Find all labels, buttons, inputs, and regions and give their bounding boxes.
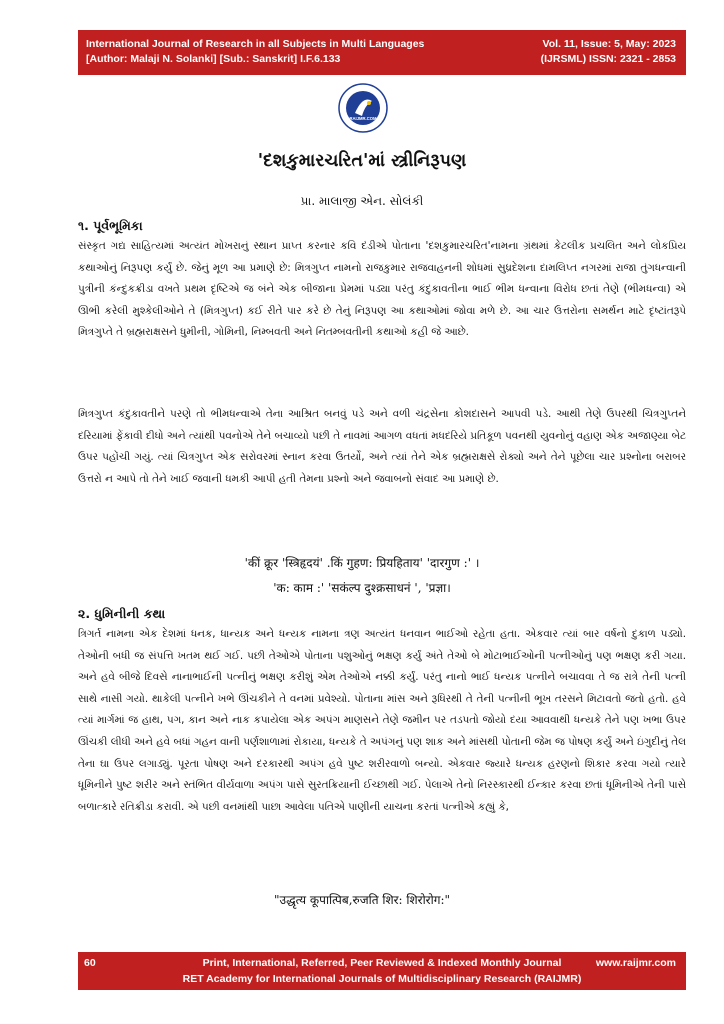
section-heading-dhumini: ૨. ધુમિનીની કથા [78,606,166,621]
paragraph-dhumini-story: ત્રિગર્ત નામના એક દેશમાં ધનક, ધાન્યક અને ધન્યક નામના ત્રણ અત્યંત ધનવાન ભાઈઓ રહેતા હતા. એકવાર ત્યાં બાર વર્ષનો દુકાળ પડ્યો. તેઓની બધી જ સંપત્તિ ખતમ થઈ ગઈ. પછી તેઓએ પોતાના પશુઓનું ભક્ષણ કર્યું અંતે તેઓ બે મોટાભાઈઓની પત્નીઓનું પણ ભક્ષણ કરી ગયા. અને હવે બીજે દિવસે નાનાભાઈની પત્નીનું ભક્ષણ કરીશું એમ તેઓએ નક્કી કર્યું. પરંતુ નાનો ભાઈ ધન્યક પત્નીને બચાવવા તે જ રાત્રે તેની પત્ની સાથે નાસી ગયો. થાકેલી પત્નીને ખભે ઊંચકીને તે વનમાં પ્રવેશ્યો. પોતાના માંસ અને રૂધિરથી તે તેની પત્નીની ભૂખ તરસને મિટાવતો જતો હતો. હવે ત્યાં માર્ગમાં જ હાથ, પગ, કાન અને નાક કપાયેલા એક અપંગ માણસને તેણે જમીન પર તડપતો જોયો દયા આવવાથી ધન્યકે તેને પણ ખભા ઉપર ઊંચકી લીધી અને હવે બધાં ગહન વાની પર્ણશાળામાં રોકાયા, ધન્યકે તે અપંગનું પણ શાક અને માંસથી પોતાની જેમ જ પોષણ કર્યું અને ઇંગુદીનું તેલ તેના ઘા ઉપર લગાડ્યું. પૂરતા પોષણ અને દરકારથી અપંગ હવે પુષ્ટ શરીરવાળો બન્યો. એકવાર જ્યારે ધન્યક હરણનો શિકાર કરવા ગયો ત્યારે ધૂમિનીને પુષ્ટ શરીર અને સ્તંભિત વીર્યવાળા અપંગ પાસે સુરતક્રિયાની ઈચ્છાથી ગઈ. પેલાએ તેનો નિરસ્કારથી ઈન્કાર કરવા છતાં ધૂમિનીએ તેની પાસે બળાત્કારે રતિક્રીડા કરાવી. એ પછી વનમાંથી પાછા આવેલા પતિએ પાણીની યાચના કરતાં પત્નીએ કહ્યું કે, [78,628,686,813]
paragraph-mitragupta-story: મિત્રગુપ્ત કંદુકાવતીને પરણે તો ભીમધન્વાએ તેના આશ્રિત બનવું પડે અને વળી ચંદ્રસેના કોશદાસને આપવી પડે. આથી તેણે ઉપરથી ચિત્રગુપ્તને દરિયામાં ફેંકાવી દીધો અને ત્યાંથી પવનોએ તેને બચાવ્યો પછી તે નાવમાં આગળ વધતાં મધદરિયે પ્રતિકૂળ પવનથી યુવનોનું વહાણ એક અજાણ્યા બેટ ઉપર પહોંચી ગયું. ત્યાં ચિત્રગુપ્ત એક સરોવરમાં સ્નાન કરવા ઉતર્યો, અને ત્યાં તેને એક બ્રહ્મરાક્ષસે રોક્યો અને તેને પૂછેલા ચાર પ્રશ્નોના બરાબર ઉત્તરો ન આપે તો તેને ખાઈ જવાની ધમકી આપી હતી તેમના પ્રશ્નો અને જવાબનો સંવાદ આ પ્રમાણે છે. [78,408,686,485]
page-number: 60 [84,957,96,969]
author-subject-line: [Author: Malaji N. Solanki] [Sub.: Sanskrit] I.F.6.133 [86,53,341,65]
issn: (IJRSML) ISSN: 2321 - 2853 [540,53,676,65]
journal-header-banner [78,30,686,75]
journal-name: International Journal of Research in all Subjects in Multi Languages [86,38,425,50]
footer-publisher: RET Academy for International Journals of Multidisciplinary Research (RAIJMR) [182,973,582,985]
sanskrit-verse-3: "उद्धृत्य कूपात्पिब,रुजति शिर: शिरोरोग:" [273,893,451,907]
sanskrit-verse-2: 'क: काम :' 'सकंल्प दुश्क्रसाधनं ', 'प्रज्ञा। [273,581,451,595]
logo-text: RAIJMR.COM [349,116,377,121]
footer-website-link[interactable]: www.raijmr.com [595,957,676,969]
raijmr-seal-icon [338,83,388,133]
paragraph-introduction: સંસ્કૃત ગદ્ય સાહિત્યમાં અત્યંત મોખરાનું સ્થાન પ્રાપ્ત કરનાર કવિ દંડીએ પોતાના 'દશકુમારચરિત'નામના ગ્રંથમાં કેટલીક પ્રચલિત અને લોકપ્રિય કથાઓનું નિરૂપણ કર્યું છે. જેનું મૂળ આ પ્રમાણે છે: મિત્રગુપ્ત નામનો રાજકુમાર રાજવાહનની શોધમાં સુધ્રદેશના દામલિપ્ત નગરમાં રાજા તુંગધન્વાની પુત્રીની કંન્દુકક્રીડા વખતે પ્રથમ દૃષ્ટિએ જ બંને એક બીજાના પ્રેમમાં પડ્યા પરંતુ કંદુકાવતીના ભાઈ ભીમ ધન્વાના વિરોધ છતાં તેણે (ભીમધન્વા) એ ઊભી કરેલી મુશ્કેલીઓને તે (મિત્રગુપ્ત) કઈ રીતે પાર કરે છે તેનું નિરૂપણ આ કથાઓમાં જોવા મળે છે. આ ચાર ઉત્તરોના સમર્થન માટે દૃષ્ટાંતરૂપે મિત્રગુપ્તે તે બ્રહ્મરાક્ષસને ધુમીની, ગોમિની, નિમ્બવતી અને નિતમ્બવતીની કથાઓ કહી જે આછે. [78,240,686,339]
sanskrit-verse-1: 'कीं क्रूर 'स्त्रिहृदयं' .किं गुहण: प्रियहिताय' 'दारगुण :' । [244,556,480,570]
footer-journal-type: Print, International, Referred, Peer Reviewed & Indexed Monthly Journal [202,957,562,969]
volume-issue: Vol. 11, Issue: 5, May: 2023 [542,38,676,50]
section-heading-introduction: ૧. પૂર્વભૂમિકા [78,218,143,233]
article-title: 'દશકુમારચરિત'માં સ્ત્રીનિરૂપણ [257,151,467,171]
journal-footer-banner [78,952,686,990]
article-author: પ્રા. માલાજી એન. સોલંકી [300,194,424,208]
